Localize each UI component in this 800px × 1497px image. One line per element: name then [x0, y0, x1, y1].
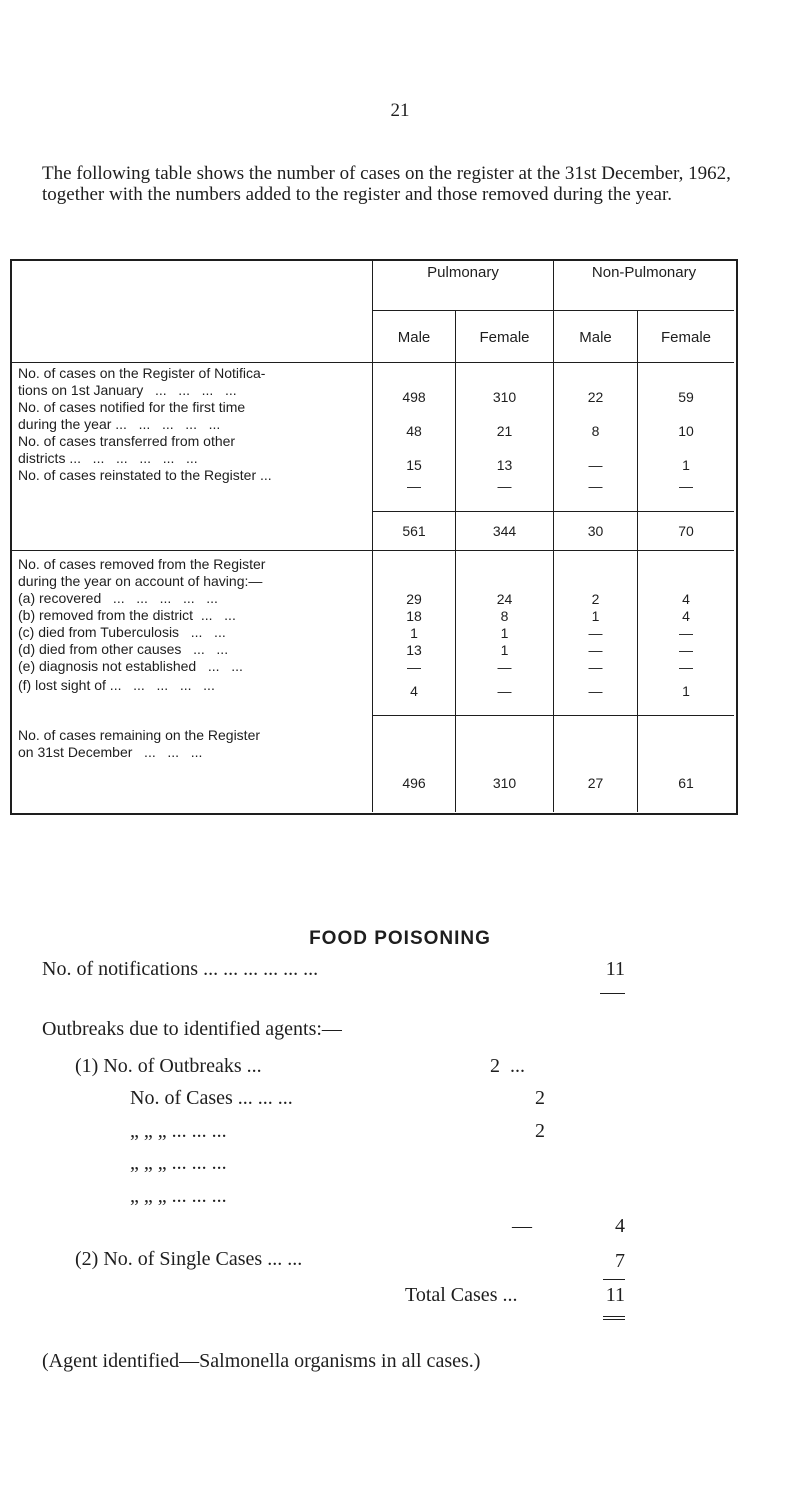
table-cell: —	[407, 659, 421, 675]
table-cell: 29	[406, 591, 422, 607]
table-cell: 13	[406, 642, 422, 658]
row-label: (f) lost sight of ... ... ... ... ...	[18, 677, 215, 693]
table-cell: 21	[496, 423, 513, 439]
outbreaks-line: (1) No. of Outbreaks ...	[75, 1055, 262, 1077]
row-divider	[373, 310, 734, 311]
table-cell: 1	[682, 457, 690, 473]
table-cell: —	[588, 683, 603, 699]
intro-paragraph: The following table shows the number of cases on the register at the 31st December, 1962, together with the numbers added to the register and those removed during the year.	[42, 163, 731, 205]
total-cases-value: 11	[605, 1284, 625, 1306]
table-cell: 498	[402, 389, 426, 405]
remaining-cell: 27	[587, 775, 604, 791]
col-divider	[637, 310, 638, 812]
col-divider	[455, 310, 456, 812]
table-cell: 48	[406, 423, 422, 439]
table-cell: 22	[587, 389, 604, 405]
remaining-cell: 496	[402, 775, 426, 791]
header-female: Female	[660, 329, 712, 346]
row-label: (a) recovered ... ... ... ... ...	[18, 590, 218, 606]
table-cell: —	[588, 659, 603, 675]
rule	[603, 1319, 625, 1320]
page-number: 21	[390, 100, 410, 121]
table-cell: —	[588, 625, 603, 641]
row-divider	[373, 715, 734, 716]
total-cell: 561	[402, 523, 426, 539]
single-cases-value: 7	[615, 1250, 625, 1272]
row-label: (d) died from other causes ... ...	[18, 641, 229, 657]
table-cell: —	[679, 625, 693, 641]
rule	[603, 1316, 625, 1317]
table-cell: —	[497, 683, 512, 699]
table-cell: —	[588, 642, 603, 658]
total-cell: 344	[492, 523, 517, 539]
dash: —	[512, 1215, 532, 1237]
table-cell: 10	[678, 423, 694, 439]
table-cell: 24	[496, 591, 513, 607]
header-male: Male	[397, 329, 431, 346]
row-label: No. of cases reinstated to the Register ...	[18, 467, 272, 483]
outbreak-cases-total: 4	[615, 1215, 625, 1237]
table-cell: 13	[496, 457, 513, 473]
table-cell: —	[679, 642, 693, 658]
table-cell: —	[679, 659, 693, 675]
table-cell: 4	[682, 608, 690, 624]
row-divider	[373, 511, 734, 512]
header-female: Female	[479, 329, 530, 346]
row-divider	[12, 362, 734, 363]
outbreaks-count: 2	[490, 1055, 500, 1077]
rule	[603, 1279, 625, 1280]
notifications-label: No. of notifications ... ... ... ... ... ...	[42, 958, 319, 980]
table-cell: —	[588, 478, 603, 494]
outbreaks-dots: ...	[510, 1055, 525, 1077]
ditto-line: „ „ „ ... ... ...	[130, 1152, 227, 1174]
cases-value: 2	[535, 1120, 545, 1142]
table-cell: —	[679, 478, 693, 494]
table-cell: 8	[500, 608, 509, 624]
table-cell: —	[588, 457, 603, 473]
table-cell: 1	[591, 608, 600, 624]
ditto-line: „ „ „ ... ... ...	[130, 1185, 227, 1207]
table-cell: 4	[682, 591, 690, 607]
table-cell: 59	[678, 389, 694, 405]
row-label: No. of cases notified for the first time during the year ... ... ... ... ...	[18, 399, 246, 432]
remaining-label: No. of cases remaining on the Register on 31st December ... ... ...	[18, 727, 261, 760]
remaining-cell: 61	[678, 775, 694, 791]
rule	[600, 993, 625, 994]
header-pulmonary: Pulmonary	[427, 264, 499, 281]
table-cell: 310	[492, 389, 517, 405]
food-poisoning-heading: FOOD POISONING	[309, 928, 491, 949]
remaining-cell: 310	[492, 775, 517, 791]
header-male: Male	[579, 329, 612, 346]
agent-note: (Agent identified—Salmonella organisms in all cases.)	[42, 1350, 481, 1372]
cases-value: 2	[535, 1087, 545, 1109]
total-cell: 70	[678, 523, 694, 539]
table-cell: —	[407, 478, 421, 494]
table-cell: —	[497, 478, 512, 494]
row-divider	[12, 550, 734, 551]
row-label: (c) died from Tuberculosis ... ...	[18, 624, 226, 640]
table-cell: 18	[406, 608, 422, 624]
single-cases-label: (2) No. of Single Cases ... ...	[75, 1248, 303, 1270]
row-label: No. of cases transferred from other districts ... ... ... ... ... ...	[18, 433, 236, 466]
notifications-value: 11	[605, 958, 625, 980]
table-cell: 1	[682, 683, 690, 699]
table-cell: 1	[500, 625, 509, 641]
table-cell: 8	[591, 423, 600, 439]
row-label: (e) diagnosis not established ... ...	[18, 658, 243, 674]
table-cell: 15	[406, 457, 422, 473]
table-cell: 1	[410, 625, 418, 641]
table-cell: 2	[591, 591, 600, 607]
total-cases-label: Total Cases ...	[405, 1284, 518, 1306]
table-cell: 1	[500, 642, 509, 658]
ditto-line: „ „ „ ... ... ...	[130, 1120, 227, 1142]
total-cell: 30	[587, 523, 604, 539]
table-cell: 4	[410, 683, 418, 699]
outbreaks-label: Outbreaks due to identified agents:—	[42, 1018, 342, 1040]
removed-intro: No. of cases removed from the Register during the year on account of having:—	[18, 556, 266, 589]
cases-line: No. of Cases ... ... ...	[130, 1087, 293, 1109]
row-label: (b) removed from the district ... ...	[18, 607, 236, 623]
header-non-pulmonary: Non-Pulmonary	[591, 264, 697, 281]
table-cell: —	[497, 659, 512, 675]
row-label: No. of cases on the Register of Notifica- tions on 1st January ... ... ... ...	[18, 365, 266, 398]
